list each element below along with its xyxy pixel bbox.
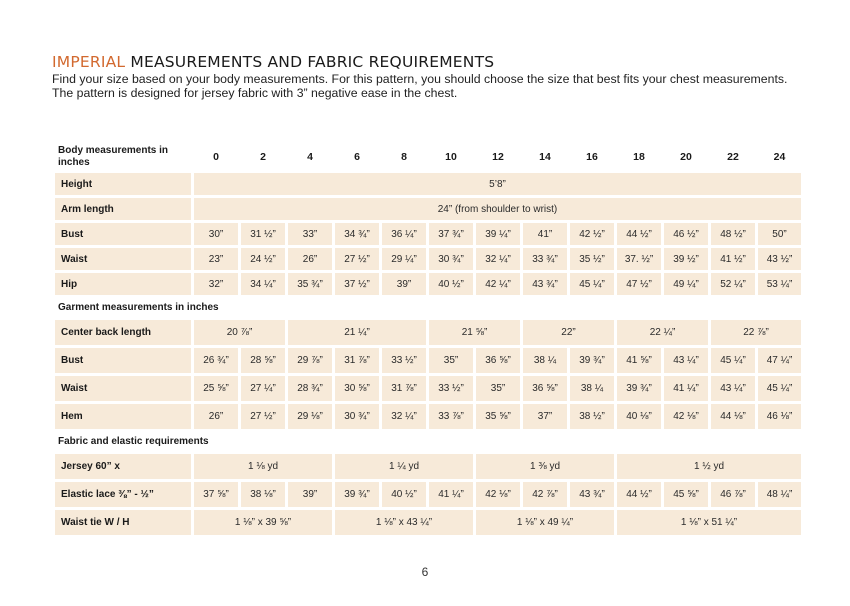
size-header-row [55,144,801,170]
table-cell: 29 ⅛” [288,404,332,429]
table-cell: 44 ½” [617,223,661,245]
table-cell: 37 ¾” [429,223,473,245]
table-cell: 26 ¾” [194,348,238,373]
fabric-requirements-heading: Fabric and elastic requirements [58,436,209,447]
table-cell: 38 ¼ [570,376,614,401]
table-cell: 44 ⅛” [711,404,755,429]
table-cell: 35” [476,376,520,401]
table-cell: 38 ⅛” [241,482,285,507]
table-cell: 48 ½” [711,223,755,245]
table-cell: 52 ¼” [711,273,755,295]
table-cell: 32 ¼” [476,248,520,270]
table-cell: 32 ¼” [382,404,426,429]
table-cell: 22 ⅞” [711,320,801,345]
table-cell: 1 ⅜ yd [476,454,614,479]
size-header: 24 [773,151,786,163]
garment-measurements-heading: Garment measurements in inches [58,302,219,313]
garment-section-row [55,298,801,317]
table-cell: 33 ¾” [523,248,567,270]
size-header: 8 [401,151,407,163]
size-header: 16 [586,151,598,163]
table-cell: 40 ½” [382,482,426,507]
table-cell: 40 ⅛” [617,404,661,429]
row-label: Arm length [55,198,191,220]
body-measurements-heading: Body measurements in inches [58,145,169,168]
table-cell: 44 ½” [617,482,661,507]
table-cell: 37. ½” [617,248,661,270]
table-cell: 45 ¼” [711,348,755,373]
table-cell: 53 ¼” [758,273,801,295]
table-cell: 30 ¾” [335,404,379,429]
table-cell: 24 ½” [241,248,285,270]
table-cell: 39 ¼” [476,223,520,245]
row-label: Height [55,173,191,195]
table-cell: 42 ⅛” [664,404,708,429]
size-header: 14 [539,151,551,163]
table-cell: 21 ⅝” [429,320,520,345]
table-cell: 1 ⅛” x 51 ¼” [617,510,801,535]
table-cell: 41 ¼” [664,376,708,401]
waist-row [55,248,801,270]
row-label: Waist [55,376,191,401]
table-cell: 31 ⅞” [335,348,379,373]
intro-line-1: Find your size based on your body measurements. For this pattern, you should choose the size that best fits your chest measurements. [52,72,788,86]
title-accent: IMPERIAL [52,53,126,71]
table-cell: 39 ½” [664,248,708,270]
center-back-row [55,320,801,345]
table-cell: 21 ¼” [288,320,426,345]
size-header: 10 [445,151,457,163]
height-row [55,173,801,195]
elastic-row [55,482,801,507]
table-cell: 23” [194,248,238,270]
table-cell: 45 ¼” [758,376,801,401]
table-cell: 35 ¾” [288,273,332,295]
table-cell: 47 ½” [617,273,661,295]
table-cell: 39 ¾” [570,348,614,373]
table-cell: 36 ¼” [382,223,426,245]
table-cell: 33 ½” [429,376,473,401]
intro-text [52,72,812,100]
table-cell: 33 ⅞” [429,404,473,429]
table-cell: 26” [194,404,238,429]
table-cell: 43 ¼” [664,348,708,373]
table-cell: 35 ⅝” [476,404,520,429]
size-header: 2 [260,151,266,163]
table-cell: 48 ¼” [758,482,801,507]
table-cell: 46 ⅛” [758,404,801,429]
table-cell: 27 ½” [335,248,379,270]
table-cell: 34 ¾” [335,223,379,245]
table-cell: 36 ⅝” [523,376,567,401]
table-cell: 1 ⅛” x 39 ⅝” [194,510,332,535]
table-cell: 27 ¼” [241,376,285,401]
table-cell: 43 ¼” [711,376,755,401]
table-cell: 20 ⅞” [194,320,285,345]
size-header: 6 [354,151,360,163]
table-cell: 45 ⅝” [664,482,708,507]
row-label: Hem [55,404,191,429]
row-label: Bust [55,348,191,373]
table-cell: 46 ½” [664,223,708,245]
table-cell: 42 ¼” [476,273,520,295]
table-cell: 34 ¼” [241,273,285,295]
table-cell: 45 ¼” [570,273,614,295]
table-cell: 37” [523,404,567,429]
table-cell: 26” [288,248,332,270]
row-label: Center back length [55,320,191,345]
row-label: Waist tie W / H [55,510,191,535]
table-cell: 43 ½” [758,248,801,270]
table-cell: 1 ½ yd [617,454,801,479]
arm-length-row [55,198,801,220]
table-cell: 46 ⅞” [711,482,755,507]
table-cell: 38 ¼ [523,348,567,373]
row-label: Waist [55,248,191,270]
size-header: 20 [680,151,692,163]
row-label: Hip [55,273,191,295]
table-cell: 1 ⅛” x 43 ¼” [335,510,473,535]
table-cell: 31 ½” [241,223,285,245]
table-cell: 22 ¼” [617,320,708,345]
table-cell: 39” [382,273,426,295]
table-cell: 29 ⅞” [288,348,332,373]
row-label: Bust [55,223,191,245]
size-header: 12 [492,151,504,163]
table-cell: 30 ¾” [429,248,473,270]
table-cell: 35 ½” [570,248,614,270]
table-cell: 33 ½” [382,348,426,373]
table-cell: 39” [288,482,332,507]
size-header: 4 [307,151,313,163]
table-cell: 39 ¾” [335,482,379,507]
table-cell: 30” [194,223,238,245]
table-cell: 33” [288,223,332,245]
hip-row [55,273,801,295]
table-cell: 25 ⅝” [194,376,238,401]
table-cell: 36 ⅝” [476,348,520,373]
size-header: 18 [633,151,645,163]
table-cell: 29 ¼” [382,248,426,270]
bust-row [55,223,801,245]
row-label: Jersey 60” x [55,454,191,479]
table-cell: 43 ¾” [570,482,614,507]
table-cell: 41 ½” [711,248,755,270]
table-cell: 32” [194,273,238,295]
table-cell: 30 ⅝” [335,376,379,401]
table-cell: 43 ¾” [523,273,567,295]
table-cell: 27 ½” [241,404,285,429]
table-cell: 50” [758,223,801,245]
table-cell: 35” [429,348,473,373]
garment-bust-row [55,348,801,373]
table-cell: 49 ¼” [664,273,708,295]
waist-tie-row [55,510,801,535]
table-cell: 1 ⅛ yd [194,454,332,479]
table-cell: 42 ½” [570,223,614,245]
row-label: Elastic lace ⅜” - ½” [55,482,191,507]
arm-length-value: 24” (from shoulder to wrist) [194,198,801,220]
table-cell: 28 ¾” [288,376,332,401]
table-cell: 37 ½” [335,273,379,295]
fabric-section-row [55,432,801,451]
title-rest: MEASUREMENTS AND FABRIC REQUIREMENTS [125,53,495,71]
measurements-table [52,141,804,538]
hem-row [55,404,801,429]
table-cell: 42 ⅞” [523,482,567,507]
table-cell: 41 ⅝” [617,348,661,373]
table-cell: 1 ¼ yd [335,454,473,479]
garment-waist-row [55,376,801,401]
intro-line-2: The pattern is designed for jersey fabric with 3” negative ease in the chest. [52,86,458,100]
table-cell: 41 ¼” [429,482,473,507]
page-number: 6 [421,565,429,579]
table-cell: 22” [523,320,614,345]
height-value: 5’8” [194,173,801,195]
table-cell: 40 ½” [429,273,473,295]
table-cell: 31 ⅞” [382,376,426,401]
jersey-row [55,454,801,479]
table-cell: 1 ⅛” x 49 ¼” [476,510,614,535]
table-cell: 38 ½” [570,404,614,429]
table-cell: 42 ⅛” [476,482,520,507]
table-cell: 37 ⅝” [194,482,238,507]
size-header: 0 [213,151,219,163]
size-header: 22 [727,151,739,163]
page-title [52,53,494,71]
table-cell: 41” [523,223,567,245]
table-cell: 39 ¾” [617,376,661,401]
table-cell: 28 ⅝” [241,348,285,373]
table-cell: 47 ¼” [758,348,801,373]
